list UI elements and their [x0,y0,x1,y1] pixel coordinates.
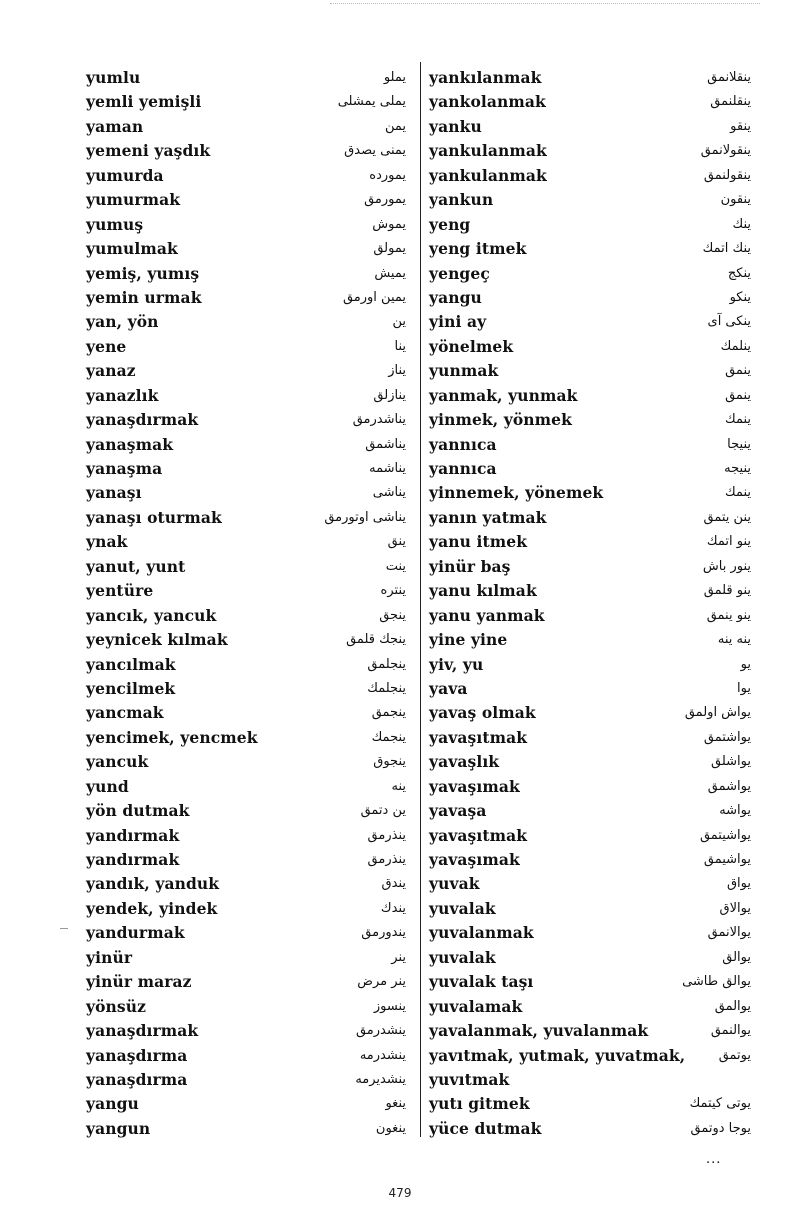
dictionary-entry [429,66,751,90]
entry-ottoman: ينيجه [724,461,751,476]
dictionary-entry [429,384,751,408]
entry-latin: yüce dutmak [429,1118,542,1138]
entry-latin: yinür baş [429,556,511,576]
dictionary-entry [429,530,751,554]
footer-mark: ... [706,1152,722,1167]
entry-latin: yancık, yancuk [86,605,217,625]
entry-ottoman: يناز [388,363,406,379]
dictionary-entry [429,824,751,848]
dictionary-entry [86,237,406,261]
entry-ottoman: ينق [387,534,406,550]
dictionary-entry [429,359,751,383]
dictionary-entry [429,213,751,237]
dictionary-entry [86,677,406,701]
entry-latin: yancuk [86,752,149,772]
dictionary-entry [86,1044,406,1068]
entry-latin: yanaz [86,361,136,381]
entry-ottoman: ينو ينمق [706,607,751,623]
dictionary-entry [86,262,406,286]
entry-latin: yankolanmak [429,92,546,112]
dictionary-entry [86,921,406,945]
entry-ottoman: يوالانمق [707,925,751,941]
dictionary-entry [429,164,751,188]
dictionary-entry [86,1068,406,1092]
entry-latin: yandırmak [86,825,180,845]
dictionary-entry [429,701,751,725]
entry-ottoman: ينذرمق [367,827,406,843]
entry-latin: yumlu [86,68,141,87]
entry-latin: yaman [86,116,144,136]
entry-latin: yankulanmak [429,165,547,185]
entry-ottoman: ين دتمق [360,803,406,819]
entry-ottoman: ينجمك [371,729,406,745]
entry-latin: yencilmek [86,678,176,698]
entry-ottoman: ينجلمك [367,680,406,696]
dictionary-entry [429,628,751,652]
entry-ottoman: ينكج [727,265,751,281]
entry-latin: yangu [86,1094,139,1114]
entry-ottoman: ينمق [725,363,751,379]
entry-latin: yuvalak [429,898,496,918]
entry-ottoman: ينلمك [720,338,751,354]
entry-latin: yancmak [86,703,164,723]
dictionary-entry [429,237,751,261]
dictionary-entry [429,946,751,970]
dictionary-entry [429,310,751,334]
entry-ottoman: یمنی یصدق [344,143,406,159]
entry-ottoman: ينيجا [727,436,751,452]
entry-latin: yanut, yunt [86,556,186,576]
entry-latin: yanaşdırmak [86,1021,199,1041]
entry-ottoman: يندك [380,900,406,916]
dictionary-entry [429,506,751,530]
entry-latin: yemiş, yumış [86,263,200,283]
entry-ottoman: یمین اورمق [342,289,406,305]
dictionary-entry [86,1092,406,1116]
entry-latin: yeng [429,214,471,234]
dictionary-entry [429,1117,751,1141]
dictionary-entry [86,628,406,652]
dictionary-entry [429,408,751,432]
entry-ottoman: يواش اولمق [684,705,751,721]
dictionary-entry [429,726,751,750]
dictionary-entry [86,66,406,90]
entry-ottoman: يواشيتمق [699,827,751,843]
entry-latin: yavaş olmak [429,703,536,723]
entry-latin: yavıtmak, yutmak, yuvatmak, [429,1045,686,1065]
right-column [429,66,751,1141]
entry-ottoman: ينقولنمق [703,167,751,183]
dictionary-entry [429,1092,751,1116]
entry-latin: yanu kılmak [429,581,537,601]
entry-ottoman: يندق [381,876,406,892]
dictionary-entry [86,384,406,408]
dictionary-entry [429,848,751,872]
entry-latin: yavaşıtmak [429,727,528,747]
entry-ottoman: يواشيمق [703,852,751,867]
entry-latin: yuvalanmak [429,923,534,943]
entry-latin: yemin urmak [86,287,202,307]
dictionary-entry [429,653,751,677]
entry-ottoman: ينذرمق [367,852,406,867]
entry-latin: yanaşı oturmak [86,507,222,527]
dictionary-entry [429,286,751,310]
entry-latin: yanaşdırma [86,1045,188,1065]
dictionary-entry [86,579,406,603]
entry-latin: yumurmak [86,190,181,210]
entry-latin: yönsüz [86,996,147,1016]
entry-latin: yine yine [429,630,508,650]
entry-ottoman: يناشى اوتورمق [324,509,406,525]
entry-latin: yutı gitmek [429,1094,530,1114]
dictionary-entry [86,359,406,383]
entry-ottoman: ينه ينه [717,632,751,648]
entry-ottoman: ينر مرض [357,974,406,990]
entry-ottoman: ينجلمق [367,656,406,672]
dictionary-entry [86,604,406,628]
dictionary-entry [86,481,406,505]
entry-latin: yandık, yanduk [86,874,220,894]
dictionary-entry [429,1044,751,1068]
entry-ottoman: يوالاق [719,900,751,916]
entry-ottoman: ينك اتمك [702,241,751,257]
dictionary-entry [86,701,406,725]
entry-latin: yavaşa [429,801,487,821]
entry-ottoman: ينمك [724,412,751,428]
dictionary-entry [86,848,406,872]
entry-ottoman: ينور باش [702,558,751,574]
entry-latin: yavalanmak, yuvalanmak [429,1021,649,1041]
entry-ottoman: ينجمق [371,705,406,721]
entry-ottoman: یمورده [369,167,406,183]
entry-ottoman: يناشمق [365,436,406,452]
dictionary-entry [86,310,406,334]
entry-ottoman: یمیش [374,265,406,281]
page-number: 479 [388,1186,412,1200]
dictionary-entry [86,164,406,188]
dictionary-entry [429,1019,751,1043]
entry-latin: yemli yemişli [86,92,202,112]
entry-latin: yannıca [429,434,497,454]
dictionary-entry [86,775,406,799]
entry-latin: yencimek, yencmek [86,727,258,747]
dictionary-entry [429,90,751,114]
entry-ottoman: يواق [726,876,751,892]
dictionary-entry [429,1068,751,1092]
dictionary-entry [429,188,751,212]
entry-ottoman: ينمق [725,387,751,403]
entry-ottoman: يوتى كيتمك [689,1096,751,1112]
entry-latin: yinmek, yönmek [429,410,572,430]
dictionary-entry [86,750,406,774]
entry-ottoman: یمن [384,118,406,134]
entry-ottoman: ينقلنمق [710,94,751,110]
entry-latin: yumuş [86,214,144,234]
entry-latin: yavaşıtmak [429,825,528,845]
dictionary-entry [86,897,406,921]
entry-latin: yumurda [86,165,164,185]
entry-latin: yanmak, yunmak [429,385,578,405]
entry-latin: yendek, yindek [86,898,218,918]
dictionary-entry [86,799,406,823]
entry-latin: yava [429,678,468,698]
entry-ottoman: ينشدرمق [355,1023,406,1039]
entry-ottoman: ينن يتمق [703,509,751,525]
entry-ottoman: يوالمق [714,998,751,1014]
dictionary-entry [86,139,406,163]
entry-latin: yavaşımak [429,850,520,869]
entry-latin: yuvalamak [429,996,523,1016]
dictionary-entry [429,897,751,921]
dictionary-entry [86,506,406,530]
entry-ottoman: يناشدرمق [352,412,406,428]
dictionary-entry [429,335,751,359]
entry-latin: yankılanmak [429,68,542,87]
entry-ottoman: يو [740,656,751,672]
left-column [86,66,406,1141]
entry-ottoman: یملو [383,70,406,85]
entry-latin: yön dutmak [86,801,190,821]
entry-latin: yanaşmak [86,434,174,454]
dictionary-entry [86,970,406,994]
entry-latin: yanın yatmak [429,507,547,527]
entry-ottoman: ينمك [724,485,751,501]
entry-ottoman: ينقولانمق [700,143,751,159]
entry-latin: yiv, yu [429,654,484,674]
entry-latin: yanu yanmak [429,605,545,625]
entry-ottoman: یمورمق [364,192,406,208]
entry-ottoman: ينت [385,558,406,574]
entry-ottoman: ينسوز [373,998,406,1014]
entry-ottoman: یمولق [373,241,406,257]
entry-ottoman: ينغون [375,1120,406,1136]
dictionary-entry [86,1019,406,1043]
entry-latin: yancılmak [86,654,176,674]
entry-latin: yavaşımak [429,776,520,796]
entry-latin: yangun [86,1118,151,1138]
top-edge-marks [330,3,760,8]
entry-ottoman: ینا [394,338,406,354]
entry-ottoman: ينغو [385,1096,406,1112]
entry-ottoman: يواشتمق [703,729,751,745]
dictionary-entry [86,286,406,310]
dictionary-entry [86,726,406,750]
dictionary-entry [429,872,751,896]
entry-latin: yuvıtmak [429,1069,510,1089]
entry-latin: yumulmak [86,239,178,259]
entry-latin: yentüre [86,581,154,601]
entry-latin: yemeni yaşdık [86,141,211,161]
entry-latin: yankun [429,190,494,210]
dictionary-entry [429,433,751,457]
column-divider [420,62,421,1137]
dictionary-entry [86,188,406,212]
dictionary-entry [86,213,406,237]
dictionary-entry [429,995,751,1019]
entry-ottoman: يوتمق [718,1047,751,1063]
entry-ottoman: يناشمه [369,461,406,476]
dictionary-entry [429,921,751,945]
entry-ottoman: يواشه [719,803,751,819]
dictionary-entry [86,433,406,457]
entry-ottoman: ین [392,314,406,330]
entry-latin: yuvak [429,874,480,894]
entry-latin: ynak [86,532,128,552]
entry-latin: yanku [429,116,482,136]
entry-latin: yengeç [429,263,490,283]
entry-ottoman: ينشدرمه [359,1047,406,1063]
entry-latin: yanaşdırma [86,1069,188,1089]
entry-latin: yanaşı [86,483,142,503]
entry-latin: yan, yön [86,312,159,332]
entry-latin: yanaşdırmak [86,410,199,430]
entry-latin: yanaşma [86,459,163,478]
entry-latin: yinür maraz [86,972,192,992]
dictionary-entry [86,530,406,554]
entry-latin: yini ay [429,312,487,332]
dictionary-entry [86,872,406,896]
entry-latin: yeynicek kılmak [86,630,228,650]
entry-ottoman: یملی یمشلی [337,94,406,110]
dictionary-entry [86,555,406,579]
entry-latin: yankulanmak [429,141,547,161]
entry-ottoman: يواشلق [711,754,751,770]
entry-latin: yönelmek [429,336,514,356]
entry-ottoman: يوالق [722,949,751,965]
entry-ottoman: ينو اتمك [706,534,751,550]
entry-ottoman: ينتره [380,583,406,599]
entry-latin: yuvalak [429,947,496,967]
entry-ottoman: ينكو [729,289,751,305]
margin-mark [60,928,68,929]
entry-ottoman: ينجوق [373,754,406,770]
dictionary-entry [429,970,751,994]
entry-ottoman: ينو قلمق [703,583,751,599]
entry-ottoman: يوا [737,680,751,696]
entry-ottoman: ينكى آى [707,314,751,330]
dictionary-entry [86,946,406,970]
dictionary-entry [429,750,751,774]
dictionary-entry [86,824,406,848]
entry-ottoman: يناشى [372,485,406,501]
dictionary-entry [86,995,406,1019]
dictionary-entry [429,604,751,628]
entry-ottoman: ينه [391,778,406,794]
dictionary-entry [429,481,751,505]
entry-latin: yandırmak [86,850,180,869]
entry-ottoman: يندورمق [361,925,406,941]
entry-latin: yunmak [429,361,499,381]
dictionary-entry [429,799,751,823]
entry-ottoman: ينقلانمق [707,70,751,85]
entry-latin: yuvalak taşı [429,972,534,992]
entry-latin: yannıca [429,459,497,478]
entry-ottoman: ينشديرمه [355,1071,406,1087]
dictionary-entry [429,262,751,286]
dictionary-entry [429,579,751,603]
entry-ottoman: يوجا دوتمق [690,1120,751,1136]
dictionary-entry [429,115,751,139]
entry-ottoman: يوالنمق [710,1023,751,1039]
entry-ottoman: ينجق [379,607,406,623]
entry-ottoman: ينك [732,216,751,232]
entry-ottoman: ينقون [720,192,751,208]
dictionary-entry [429,677,751,701]
dictionary-entry [429,555,751,579]
dictionary-entry [86,1117,406,1141]
entry-latin: yangu [429,287,482,307]
entry-latin: yanazlık [86,385,159,405]
entry-latin: yeng itmek [429,239,527,259]
entry-latin: yandurmak [86,923,185,943]
entry-latin: yinür [86,947,133,967]
entry-ottoman: يوالق طاشى [682,974,751,990]
entry-ottoman: ينر [391,949,406,965]
dictionary-entry [86,90,406,114]
entry-latin: yund [86,776,129,796]
entry-ottoman: يواشمق [707,778,751,794]
entry-ottoman: ينجك قلمق [346,632,406,648]
entry-ottoman: ينقو [730,118,751,134]
dictionary-entry [86,335,406,359]
entry-ottoman: یموش [372,216,406,232]
entry-latin: yinnemek, yönemek [429,483,604,503]
entry-latin: yene [86,336,127,356]
dictionary-entry [429,775,751,799]
dictionary-entry [86,115,406,139]
dictionary-entry [86,408,406,432]
entry-latin: yavaşlık [429,752,500,772]
dictionary-entry [86,457,406,481]
dictionary-entry [86,653,406,677]
dictionary-entry [429,139,751,163]
entry-ottoman: ينازلق [373,387,406,403]
dictionary-entry [429,457,751,481]
entry-latin: yanu itmek [429,532,528,552]
